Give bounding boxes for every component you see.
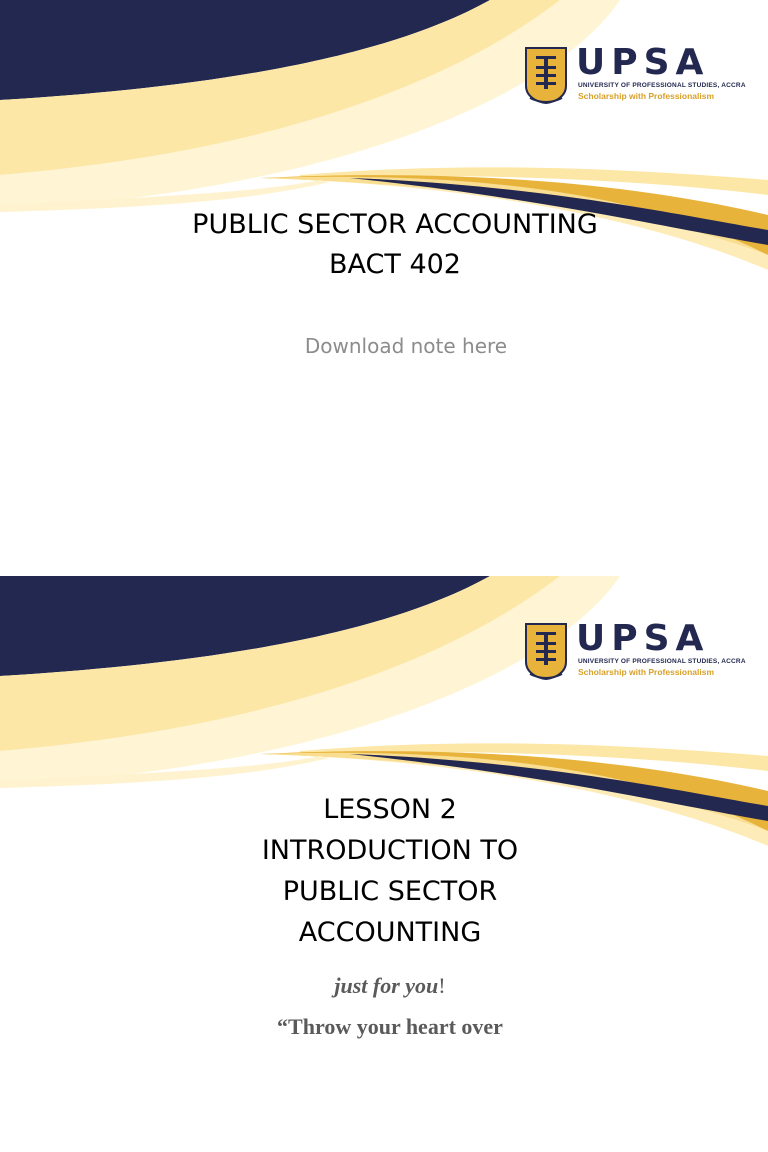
title-line: ACCOUNTING: [298, 917, 482, 948]
title-line: BACT 402: [329, 249, 461, 280]
slide-title: [0, 205, 768, 285]
slide-2: [0, 576, 768, 1152]
quote-emphasis: just for you: [334, 973, 439, 998]
upsa-shield-icon: [524, 46, 568, 104]
upsa-shield-icon: [524, 622, 568, 680]
title-line: PUBLIC SECTOR ACCOUNTING: [192, 209, 598, 240]
title-line: INTRODUCTION TO: [261, 835, 519, 866]
logo-wordmark: UPSA: [576, 42, 710, 83]
title-line: PUBLIC SECTOR: [282, 876, 498, 907]
logo-university-name: UNIVERSITY OF PROFESSIONAL STUDIES, ACCRA: [578, 658, 746, 665]
logo-university-name: UNIVERSITY OF PROFESSIONAL STUDIES, ACCRA: [578, 82, 746, 89]
upsa-logo: [524, 42, 746, 106]
quote-line: [0, 973, 768, 999]
upsa-logo: [524, 618, 746, 682]
slide-title: [0, 789, 768, 953]
logo-tagline: Scholarship with Professionalism: [578, 667, 715, 677]
title-line: LESSON 2: [323, 794, 457, 825]
logo-tagline: Scholarship with Professionalism: [578, 91, 715, 101]
quote-next-line: “Throw your heart over: [277, 1014, 503, 1039]
logo-wordmark: UPSA: [576, 618, 710, 659]
download-note-link[interactable]: Download note here: [304, 334, 508, 358]
quote-end: !: [438, 973, 446, 998]
